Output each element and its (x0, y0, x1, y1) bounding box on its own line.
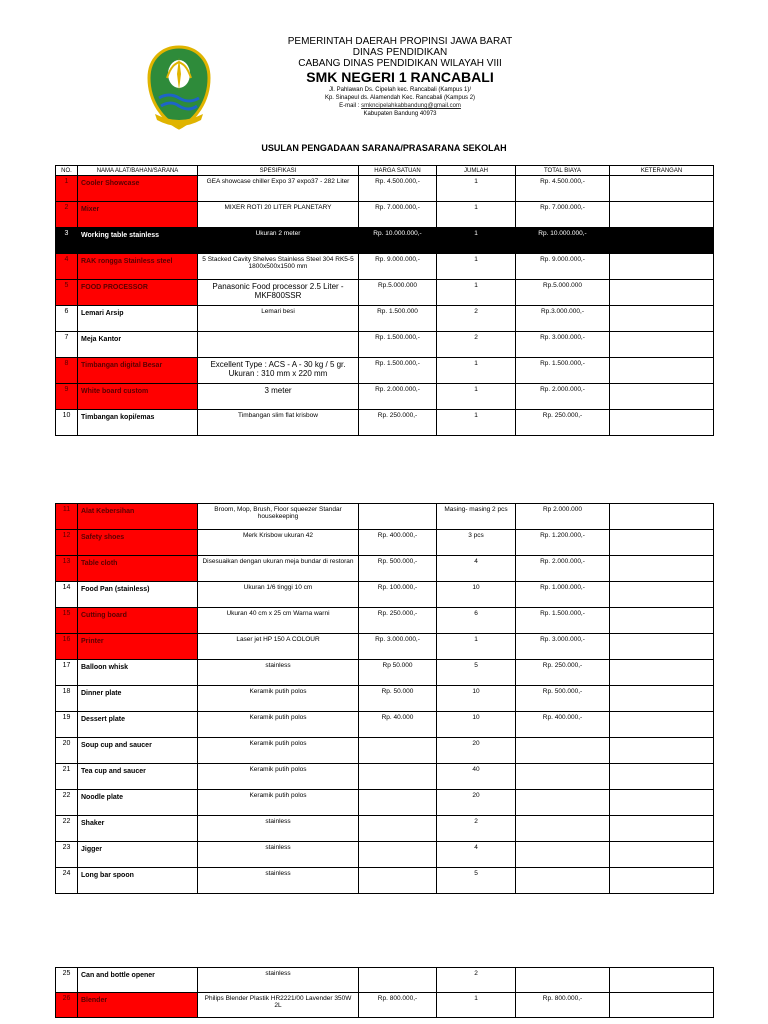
qty-cell: 1 (437, 634, 516, 660)
total-cell: Rp. 500.000,- (516, 686, 610, 712)
price-cell: Rp. 250.000,- (359, 410, 437, 436)
name-cell: Mixer (78, 202, 198, 228)
total-cell (516, 868, 610, 894)
price-cell: Rp. 250.000,- (359, 608, 437, 634)
spec-cell: Laser jet HP 150 A COLOUR (198, 634, 359, 660)
price-cell: Rp 50.000 (359, 660, 437, 686)
no-cell: 12 (56, 530, 78, 556)
total-cell: Rp. 10.000.000,- (516, 228, 610, 254)
header-total: TOTAL BIAYA (516, 166, 610, 176)
table-row (56, 738, 714, 764)
spec-cell: stainless (198, 816, 359, 842)
cabang-name: CABANG DINAS PENDIDIKAN WILAYAH VIII (298, 58, 502, 69)
price-cell: Rp. 7.000.000,- (359, 202, 437, 228)
document-title: USULAN PENGADAAN SARANA/PRASARANA SEKOLAH (261, 143, 507, 153)
table-row (56, 228, 714, 254)
qty-cell: 1 (437, 358, 516, 384)
table-row (56, 384, 714, 410)
price-cell: Rp. 1.500.000 (359, 306, 437, 332)
qty-cell: 1 (437, 254, 516, 280)
spec-cell: 5 Stacked Cavity Shelves Stainless Steel 304 RK5-5 1800x500x1500 mm (198, 254, 359, 280)
price-cell: Rp.5.000.000 (359, 280, 437, 306)
spec-cell: Excellent Type : ACS - A - 30 kg / 5 gr. Ukuran : 310 mm x 220 mm (198, 358, 359, 384)
spec-cell: stainless (198, 660, 359, 686)
name-cell: Dessert plate (78, 712, 198, 738)
total-cell: Rp. 4.500.000,- (516, 176, 610, 202)
note-cell (610, 384, 714, 410)
spec-cell: Keramik putih polos (198, 686, 359, 712)
no-cell: 9 (56, 384, 78, 410)
price-cell: Rp. 2.000.000,- (359, 384, 437, 410)
header-note: KETERANGAN (610, 166, 714, 176)
no-cell: 3 (56, 228, 78, 254)
note-cell (610, 686, 714, 712)
qty-cell: 10 (437, 712, 516, 738)
header-spec: SPESIFIKASI (198, 166, 359, 176)
qty-cell: 10 (437, 686, 516, 712)
spec-cell (198, 332, 359, 358)
school-name: SMK NEGERI 1 RANCABALI (306, 69, 494, 85)
spec-cell: stainless (198, 842, 359, 868)
price-cell: Rp. 3.000.000,- (359, 634, 437, 660)
address-line-2: Kp. Sinapeul ds. Alamendah Kec. Rancabali (Kampus 2) (324, 95, 476, 102)
price-cell: Rp. 500.000,- (359, 556, 437, 582)
spec-cell: MIXER ROTI 20 LITER PLANETARY (198, 202, 359, 228)
name-cell: Printer (78, 634, 198, 660)
no-cell: 2 (56, 202, 78, 228)
price-cell (359, 790, 437, 816)
table-row (56, 582, 714, 608)
note-cell (610, 790, 714, 816)
total-cell: Rp 2.000.000 (516, 504, 610, 530)
qty-cell: 3 pcs (437, 530, 516, 556)
spec-cell: Merk Krisbow ukuran 42 (198, 530, 359, 556)
total-cell: Rp. 2.000.000,- (516, 384, 610, 410)
price-cell: Rp. 800.000,- (359, 993, 437, 1018)
no-cell: 20 (56, 738, 78, 764)
note-cell (610, 228, 714, 254)
note-cell (610, 410, 714, 436)
total-cell: Rp. 1.000.000,- (516, 582, 610, 608)
no-cell: 5 (56, 280, 78, 306)
procurement-table-2 (55, 503, 714, 894)
price-cell: Rp. 10.000.000,- (359, 228, 437, 254)
total-cell: Rp. 800.000,- (516, 993, 610, 1018)
name-cell: Timbangan kopi/emas (78, 410, 198, 436)
note-cell (610, 358, 714, 384)
name-cell: Alat Kebersihan (78, 504, 198, 530)
total-cell (516, 842, 610, 868)
total-cell: Rp. 1.500.000,- (516, 358, 610, 384)
spec-cell: Keramik putih polos (198, 712, 359, 738)
spec-cell: Broom, Mop, Brush, Floor squeezer Standar housekeeping (198, 504, 359, 530)
no-cell: 13 (56, 556, 78, 582)
qty-cell: 2 (437, 306, 516, 332)
no-cell: 10 (56, 410, 78, 436)
note-cell (610, 816, 714, 842)
note-cell (610, 660, 714, 686)
price-cell: Rp. 1.500.000,- (359, 358, 437, 384)
table-row (56, 842, 714, 868)
total-cell: Rp. 1.500.000,- (516, 608, 610, 634)
price-cell (359, 842, 437, 868)
qty-cell: 10 (437, 582, 516, 608)
total-cell: Rp. 2.000.000,- (516, 556, 610, 582)
name-cell: Jigger (78, 842, 198, 868)
table-row (56, 608, 714, 634)
no-cell: 8 (56, 358, 78, 384)
table-row (56, 332, 714, 358)
qty-cell: 1 (437, 202, 516, 228)
total-cell (516, 968, 610, 993)
no-cell: 26 (56, 993, 78, 1018)
no-cell: 4 (56, 254, 78, 280)
note-cell (610, 842, 714, 868)
note-cell (610, 608, 714, 634)
city-line: Kabupaten Bandung 40973 (363, 110, 437, 117)
table-row (56, 358, 714, 384)
table-row (56, 790, 714, 816)
spec-cell: 3 meter (198, 384, 359, 410)
total-cell: Rp. 1.200.000,- (516, 530, 610, 556)
email-link[interactable]: smkncipelahkabbandung@gmail.com (361, 102, 461, 109)
qty-cell: 2 (437, 968, 516, 993)
note-cell (610, 254, 714, 280)
no-cell: 21 (56, 764, 78, 790)
spec-cell: Timbangan slim flat krisbow (198, 410, 359, 436)
note-cell (610, 868, 714, 894)
name-cell: Balloon whisk (78, 660, 198, 686)
no-cell: 17 (56, 660, 78, 686)
no-cell: 22 (56, 790, 78, 816)
note-cell (610, 968, 714, 993)
qty-cell: 1 (437, 410, 516, 436)
price-cell: Rp. 100.000,- (359, 582, 437, 608)
price-cell: Rp. 40.000 (359, 712, 437, 738)
total-cell (516, 816, 610, 842)
name-cell: Safety shoes (78, 530, 198, 556)
name-cell: Blender (78, 993, 198, 1018)
price-cell (359, 504, 437, 530)
no-cell: 25 (56, 968, 78, 993)
qty-cell: 1 (437, 993, 516, 1018)
note-cell (610, 993, 714, 1018)
qty-cell: 5 (437, 660, 516, 686)
no-cell: 1 (56, 176, 78, 202)
note-cell (610, 712, 714, 738)
total-cell: Rp. 400.000,- (516, 712, 610, 738)
note-cell (610, 530, 714, 556)
note-cell (610, 582, 714, 608)
price-cell (359, 868, 437, 894)
price-cell (359, 816, 437, 842)
table-row (56, 202, 714, 228)
spec-cell: Keramik putih polos (198, 738, 359, 764)
jawa-barat-emblem-icon (145, 44, 213, 130)
name-cell: Meja Kantor (78, 332, 198, 358)
header-name: NAMA ALAT/BAHAN/SARANA (78, 166, 198, 176)
qty-cell: Masing- masing 2 pcs (437, 504, 516, 530)
price-cell (359, 968, 437, 993)
price-cell: Rp. 1.500.000,- (359, 332, 437, 358)
price-cell (359, 764, 437, 790)
letterhead-text (230, 36, 570, 119)
no-cell: 18 (56, 686, 78, 712)
table-row (56, 306, 714, 332)
spec-cell: Keramik putih polos (198, 790, 359, 816)
spec-cell: Ukuran 2 meter (198, 228, 359, 254)
table-row (56, 712, 714, 738)
price-cell: Rp. 4.500.000,- (359, 176, 437, 202)
header-price: HARGA SATUAN (359, 166, 437, 176)
name-cell: FOOD PROCESSOR (78, 280, 198, 306)
note-cell (610, 202, 714, 228)
total-cell: Rp. 250.000,- (516, 660, 610, 686)
table-row (56, 556, 714, 582)
table-row (56, 868, 714, 894)
table-row (56, 410, 714, 436)
name-cell: Can and bottle opener (78, 968, 198, 993)
name-cell: Shaker (78, 816, 198, 842)
procurement-table-1 (55, 165, 714, 436)
total-cell (516, 790, 610, 816)
name-cell: Food Pan (stainless) (78, 582, 198, 608)
qty-cell: 1 (437, 228, 516, 254)
note-cell (610, 280, 714, 306)
note-cell (610, 556, 714, 582)
note-cell (610, 634, 714, 660)
no-cell: 16 (56, 634, 78, 660)
note-cell (610, 504, 714, 530)
spec-cell: Panasonic Food processor 2.5 Liter - MKF800SSR (198, 280, 359, 306)
total-cell: Rp. 9.000.000,- (516, 254, 610, 280)
table-row (56, 504, 714, 530)
price-cell: Rp. 9.000.000,- (359, 254, 437, 280)
table-row (56, 254, 714, 280)
name-cell: Noodle plate (78, 790, 198, 816)
qty-cell: 4 (437, 556, 516, 582)
name-cell: Cooler Showcase (78, 176, 198, 202)
no-cell: 22 (56, 816, 78, 842)
qty-cell: 2 (437, 332, 516, 358)
name-cell: Dinner plate (78, 686, 198, 712)
header-row (56, 166, 714, 176)
table-row (56, 660, 714, 686)
total-cell: Rp.5.000.000 (516, 280, 610, 306)
name-cell: Tea cup and saucer (78, 764, 198, 790)
dinas-name: DINAS PENDIDIKAN (352, 47, 448, 58)
total-cell: Rp. 7.000.000,- (516, 202, 610, 228)
spec-cell: stainless (198, 968, 359, 993)
qty-cell: 40 (437, 764, 516, 790)
no-cell: 14 (56, 582, 78, 608)
total-cell: Rp. 3.000.000,- (516, 634, 610, 660)
total-cell (516, 764, 610, 790)
name-cell: Long bar spoon (78, 868, 198, 894)
table-row (56, 968, 714, 993)
procurement-table-3 (55, 967, 714, 1018)
address-block (230, 87, 570, 118)
qty-cell: 1 (437, 176, 516, 202)
spec-cell: Keramik putih polos (198, 764, 359, 790)
name-cell: Cutting board (78, 608, 198, 634)
qty-cell: 1 (437, 280, 516, 306)
note-cell (610, 332, 714, 358)
note-cell (610, 738, 714, 764)
table-row (56, 280, 714, 306)
no-cell: 23 (56, 842, 78, 868)
table-row (56, 764, 714, 790)
email-label: E-mail : (339, 102, 360, 109)
name-cell: Soup cup and saucer (78, 738, 198, 764)
table-row (56, 530, 714, 556)
header-no: NO. (56, 166, 78, 176)
email-line (230, 103, 570, 111)
note-cell (610, 176, 714, 202)
spec-cell: Ukuran 1/6 tinggi 10 cm (198, 582, 359, 608)
name-cell: Timbangan digital Besar (78, 358, 198, 384)
note-cell (610, 306, 714, 332)
qty-cell: 1 (437, 384, 516, 410)
header-qty: JUMLAH (437, 166, 516, 176)
total-cell: Rp.3.000.000,- (516, 306, 610, 332)
no-cell: 7 (56, 332, 78, 358)
name-cell: Working table stainless (78, 228, 198, 254)
name-cell: Table cloth (78, 556, 198, 582)
total-cell (516, 738, 610, 764)
table-row (56, 686, 714, 712)
name-cell: Lemari Arsip (78, 306, 198, 332)
qty-cell: 6 (437, 608, 516, 634)
table-row (56, 816, 714, 842)
name-cell: RAK rongga Stainless steel (78, 254, 198, 280)
table-row (56, 634, 714, 660)
qty-cell: 2 (437, 816, 516, 842)
spec-cell: Lemari besi (198, 306, 359, 332)
total-cell: Rp. 3.000.000,- (516, 332, 610, 358)
price-cell (359, 738, 437, 764)
name-cell: White board custom (78, 384, 198, 410)
spec-cell: Ukuran 40 cm x 25 cm Warna warni (198, 608, 359, 634)
total-cell: Rp. 250.000,- (516, 410, 610, 436)
table-row (56, 176, 714, 202)
no-cell: 15 (56, 608, 78, 634)
qty-cell: 5 (437, 868, 516, 894)
price-cell: Rp. 400.000,- (359, 530, 437, 556)
no-cell: 6 (56, 306, 78, 332)
price-cell: Rp. 50.000 (359, 686, 437, 712)
spec-cell: GEA showcase chiller Expo 37 expo37 - 282 Liter (198, 176, 359, 202)
table-row (56, 993, 714, 1018)
spec-cell: Philips Blender Plastik HR2221/00 Lavender 350W 2L (198, 993, 359, 1018)
spec-cell: stainless (198, 868, 359, 894)
qty-cell: 20 (437, 790, 516, 816)
no-cell: 24 (56, 868, 78, 894)
spec-cell: Disesuaikan dengan ukuran meja bundar di restoran (198, 556, 359, 582)
note-cell (610, 764, 714, 790)
no-cell: 11 (56, 504, 78, 530)
qty-cell: 4 (437, 842, 516, 868)
gov-name: PEMERINTAH DAERAH PROPINSI JAWA BARAT (287, 36, 513, 47)
no-cell: 19 (56, 712, 78, 738)
address-line-1: Jl. Pahlawan Ds. Cipelah kec. Rancabali (Kampus 1)/ (328, 87, 472, 94)
letterhead (0, 30, 768, 130)
qty-cell: 20 (437, 738, 516, 764)
